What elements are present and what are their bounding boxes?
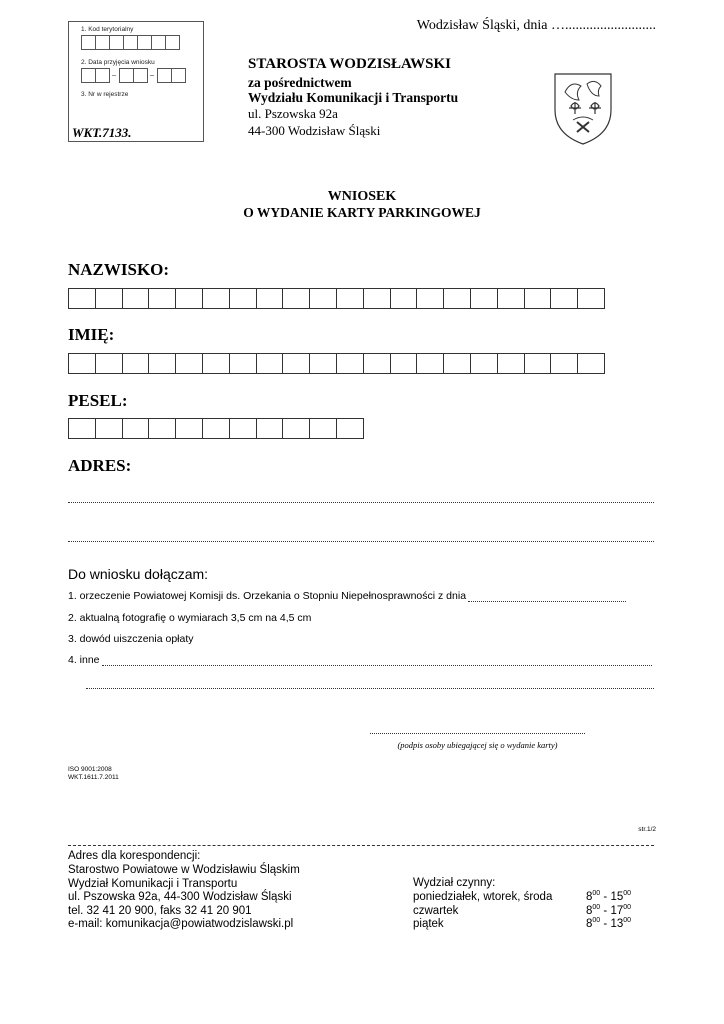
kod-cell[interactable] [109,35,124,50]
date-dash: – [150,70,154,79]
date-cell[interactable] [157,68,172,83]
attachment-item-label: 4. inne [68,654,100,666]
attachment-item [68,633,194,645]
date-dash: – [112,70,116,79]
street-address: ul. Pszowska 92a [248,106,338,121]
signature-line[interactable] [370,733,585,734]
signature-note: (podpis osoby ubiegającej się o wydanie karty) [397,740,558,750]
address-line-1[interactable] [68,502,654,503]
cut-line [68,845,654,846]
address-label: ADRES: [68,456,132,475]
date-cell[interactable] [95,68,110,83]
iso-code: ISO 9001:2008 [68,766,112,773]
hours-days: piątek [413,918,444,930]
form-subtitle: O WYDANIE KARTY PARKINGOWEJ [243,205,481,220]
kod-cell[interactable] [137,35,152,50]
footer-address: ul. Pszowska 92a, 44-300 Wodzisław Śląski [68,891,292,903]
office-name: Starostwo Powiatowe w Wodzisławiu Śląskim [68,864,300,876]
authority-name: STAROSTA WODZISŁAWSKI [248,56,451,72]
date-cell[interactable] [119,68,134,83]
attachment-extra-line[interactable] [86,688,654,689]
kod-cell[interactable] [151,35,166,50]
date-cell[interactable] [81,68,96,83]
coat-of-arms-icon [551,70,615,146]
hours-range: $8^{00} - 17^{00}$ [586,904,632,917]
pesel-input-boxes[interactable] [68,418,363,439]
hours-range: $8^{00} - 13^{00}$ [586,917,632,930]
city-address: 44-300 Wodzisław Śląski [248,123,381,138]
pesel-label: PESEL: [68,391,128,410]
attachment-item-label: 1. orzeczenie Powiatowej Komisji ds. Orzekania o Stopniu Niepełnosprawności z dnia [68,590,467,602]
nr-label: 3. Nr w rejestrze [81,91,129,98]
register-number: WKT.7133. [72,125,132,140]
office-hours-label: Wydział czynny: [413,877,496,889]
hours-range: $8^{00} - 15^{00}$ [586,890,632,903]
department-name: Wydziału Komunikacji i Transportu [248,90,459,105]
attachment-fill-line[interactable] [102,656,652,666]
attachments-title: Do wniosku dołączam: [68,566,209,582]
date-cell[interactable] [171,68,186,83]
first-name-input-boxes[interactable] [68,353,604,374]
form-title: WNIOSEK [327,189,397,204]
official-use-box [68,21,204,142]
attachment-item [68,612,311,624]
attachment-item [68,590,626,602]
address-line-2[interactable] [68,541,654,542]
hours-days: czwartek [413,905,459,917]
page-number: str.1/2 [638,826,656,833]
attachment-item-label: 3. dowód uiszczenia opłaty [68,633,194,645]
document-code: WKT.1611.7.2011 [68,774,119,781]
attachment-fill-line[interactable] [468,592,626,602]
attachment-item-label: 2. aktualną fotografię o wymiarach 3,5 cm na 4,5 cm [68,612,312,624]
attachment-item [68,654,652,666]
first-name-label: IMIĘ: [68,325,115,344]
kod-cell[interactable] [81,35,96,50]
data-label: 2. Data przyjęcia wniosku [81,59,155,66]
correspondence-label: Adres dla korespondencji: [68,850,201,862]
date-cell[interactable] [133,68,148,83]
footer-phone: tel. 32 41 20 900, faks 32 41 20 901 [68,905,252,917]
surname-input-boxes[interactable] [68,288,604,309]
footer-department: Wydział Komunikacji i Transportu [68,878,238,890]
surname-label: NAZWISKO: [68,260,170,279]
kod-cell[interactable] [123,35,138,50]
footer-email[interactable]: e-mail: komunikacja@powiatwodzislawski.pl [68,918,294,930]
kod-cell[interactable] [165,35,180,50]
place-date: Wodzisław Śląski, dnia ….......................... [416,18,656,33]
kod-label: 1. Kod terytorialny [81,26,134,33]
via-text: za pośrednictwem [248,75,352,90]
hours-days: poniedziałek, wtorek, środa [413,891,553,903]
kod-cell[interactable] [95,35,110,50]
